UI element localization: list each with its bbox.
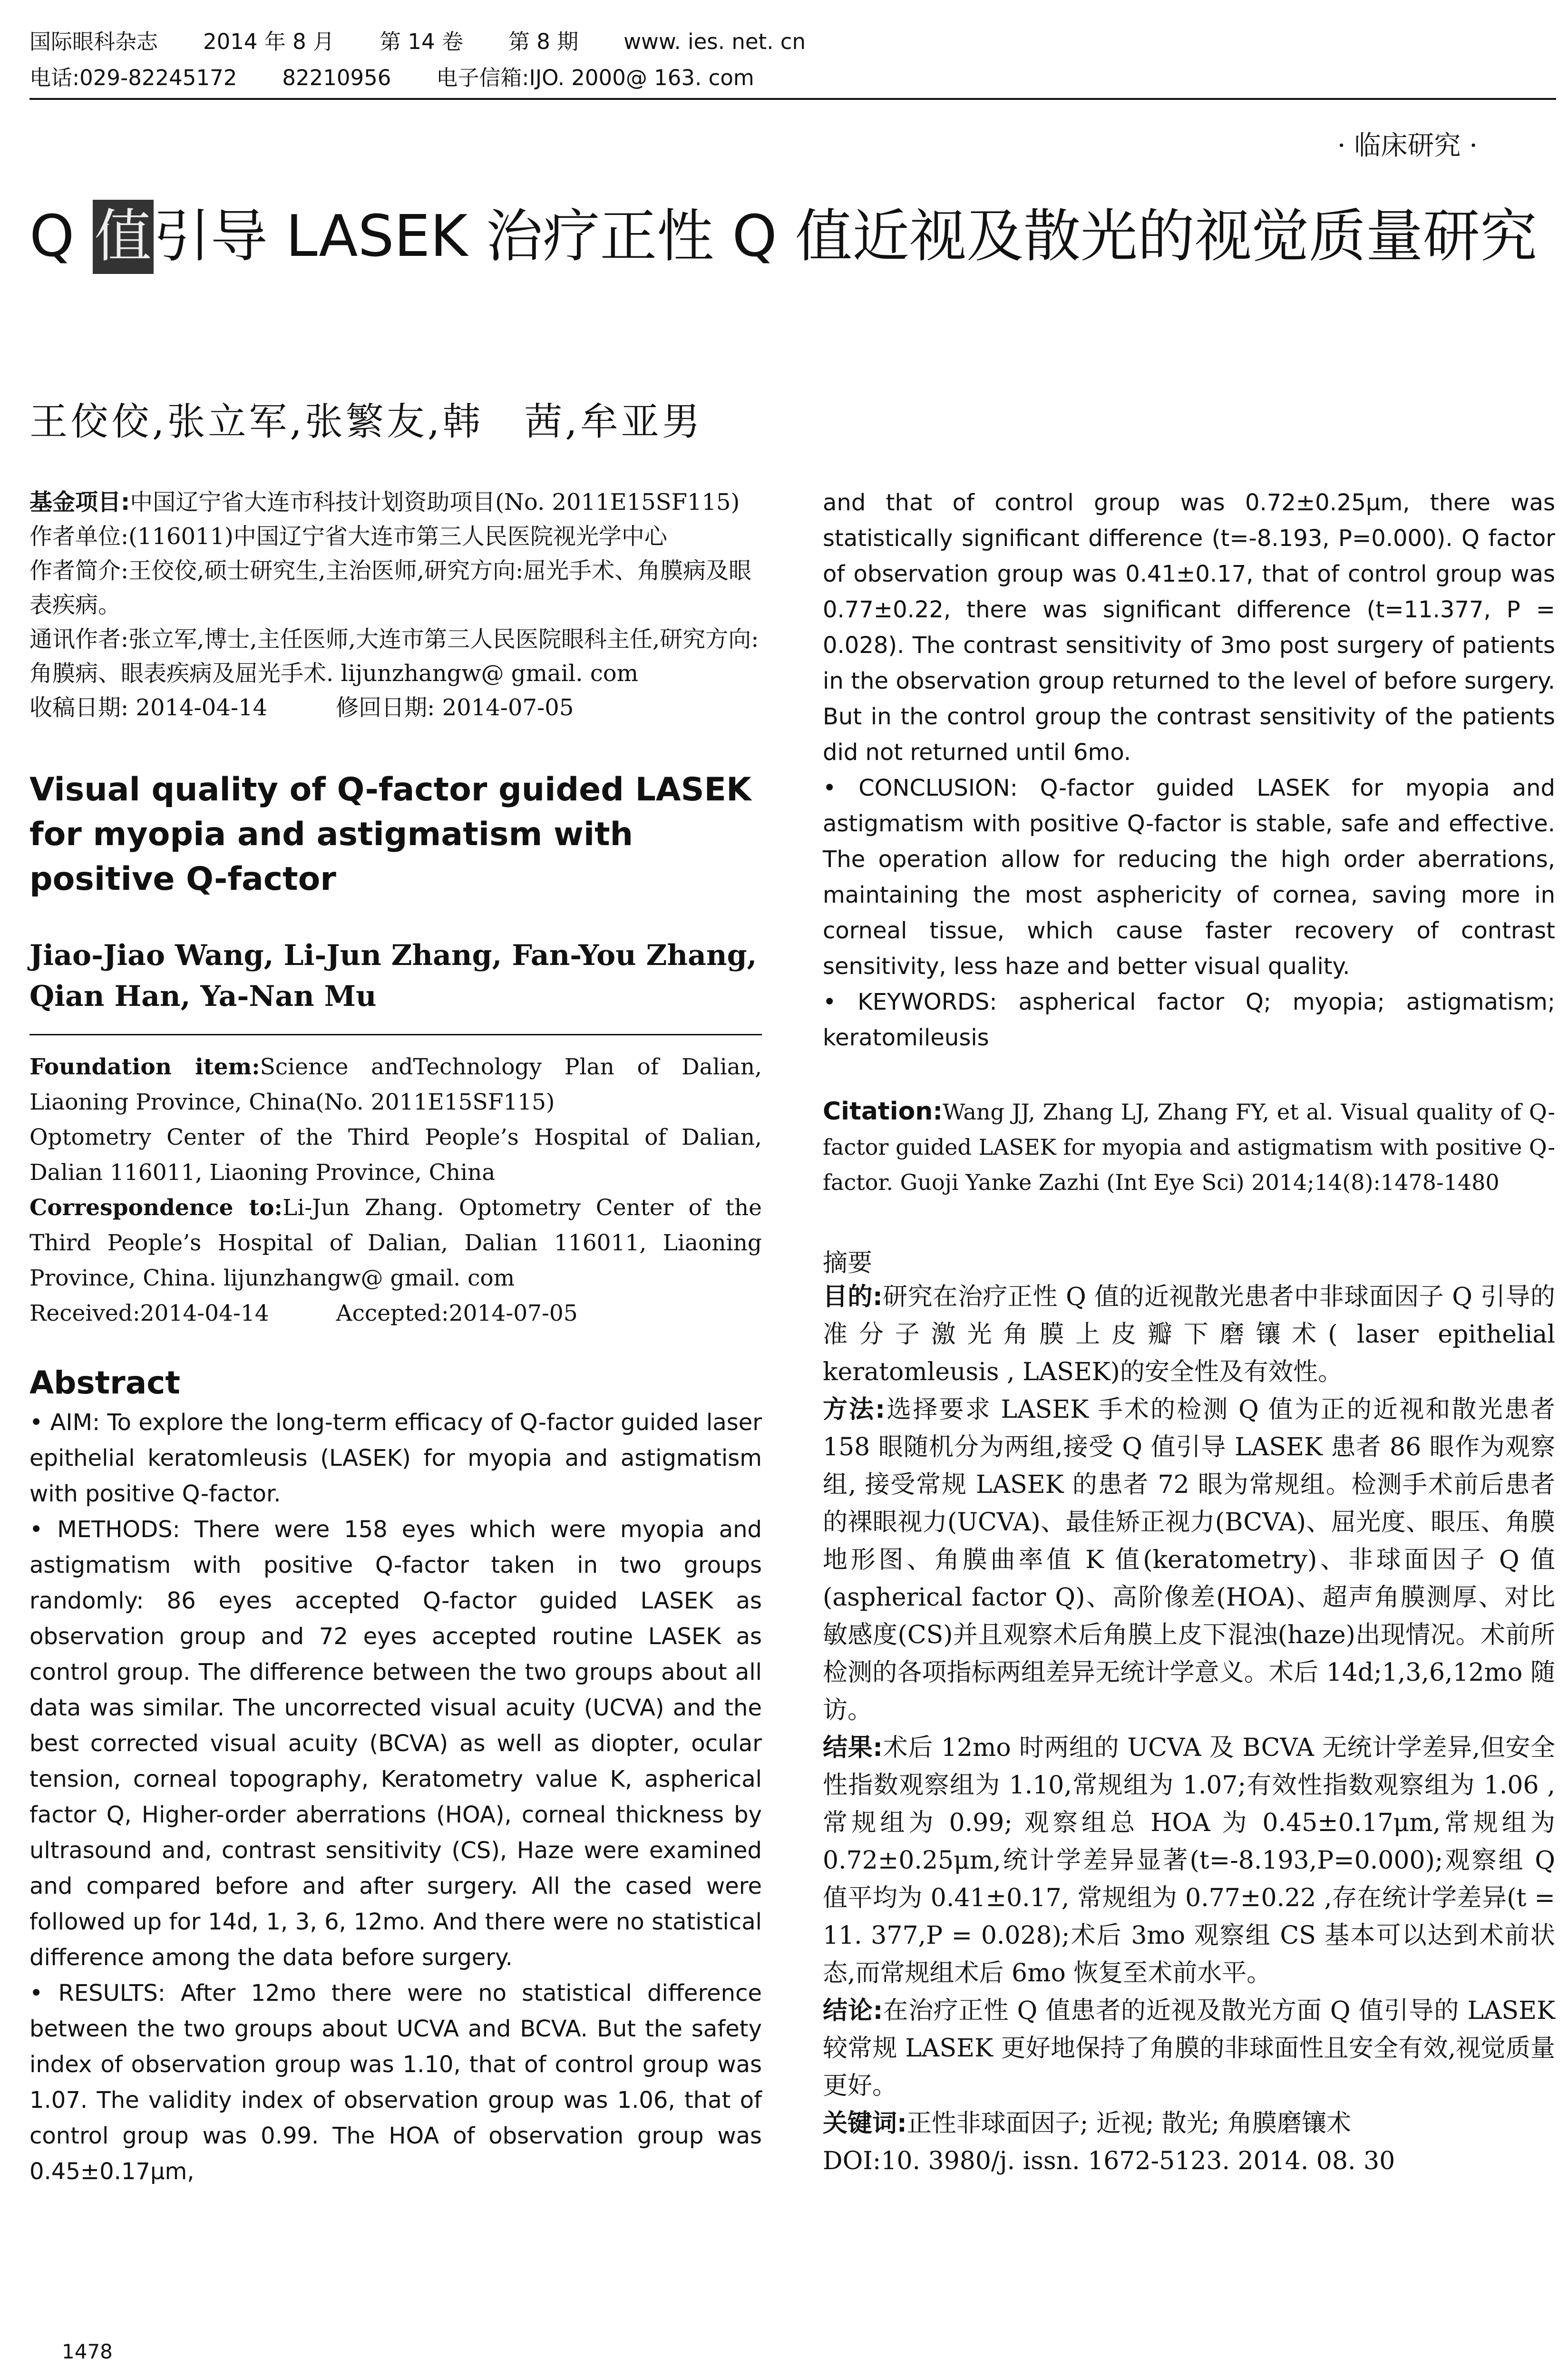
issue: 第 8 期 [508, 29, 579, 54]
zh-conclusion: 结论:在治疗正性 Q 值患者的近视及散光方面 Q 值引导的 LASEK 较常规 LASEK 更好地保持了角膜的非球面性且安全有效,视觉质量更好。 [823, 1997, 1555, 2100]
english-authors: Jiao-Jiao Wang, Li-Jun Zhang, Fan-You Zhang, Qian Han, Ya-Nan Mu [29, 939, 757, 1013]
english-title: Visual quality of Q-factor guided LASEK for myopia and astigmatism with positive Q-factor [29, 771, 751, 898]
article-authors: 王佼佼,张立军,张繁友,韩 茜,牟亚男 [29, 399, 703, 444]
citation [823, 1094, 1555, 1200]
abstract-body-left [29, 1405, 762, 2190]
masthead-row-2 [29, 60, 1537, 96]
right-column [823, 485, 1555, 2180]
citation-text: Wang JJ, Zhang LJ, Zhang FY, et al. Visual quality of Q-factor guided LASEK for myopia and astigmatism with positive Q-factor. Guoji Yanke Zazhi (Int Eye Sci) 2014;14(8):1478-1480 [823, 1099, 1555, 1195]
abstract-conclusion: • CONCLUSION: Q-factor guided LASEK for myopia and astigmatism with positive Q-factor is stable, safe and effective. The operation allow for reducing the high order aberrations, maintaining the most asphericity of cornea, saving more in corneal tissue, which cause faster recovery of contrast sensitivity, less haze and better visual quality. [823, 775, 1555, 980]
section-tag: · 临床研究 · [1337, 130, 1478, 161]
title-highlight: 值 [93, 200, 154, 274]
email: 电子信箱:IJO. 2000@ 163. com [436, 65, 754, 90]
journal-name: 国际眼科杂志 [29, 29, 158, 54]
title-rest: 引导 LASEK 治疗正性 Q 值近视及散光的视觉质量研究 [153, 204, 1538, 270]
volume: 第 14 卷 [380, 29, 463, 54]
citation-label: Citation: [823, 1097, 943, 1126]
left-column [29, 485, 762, 2190]
page-number: 1478 [62, 2340, 113, 2363]
zh-aim: 目的:研究在治疗正性 Q 值的近视散光患者中非球面因子 Q 引导的准分子激光角膜上皮瓣下磨镶术( laser epithelial keratomleusis , LASEK)的安全性及有效性。 [823, 1283, 1555, 1386]
english-metadata [29, 1050, 762, 1331]
en-meta-item: Foundation item:Science andTechnology Plan of Dalian, Liaoning Province, China(No. 2011E15SF115) [29, 1054, 762, 1115]
chinese-metadata [29, 485, 762, 725]
phone: 电话:029-82245172 [29, 65, 237, 90]
en-meta-item: Received:2014-04-14 Accepted:2014-07-05 [29, 1300, 578, 1326]
zh-results: 结果:术后 12mo 时两组的 UCVA 及 BCVA 无统计学差异,但安全性指数观察组为 1.10,常规组为 1.07;有效性指数观察组为 1.06 ,常规组为 0.99; 观察组总 HOA 为 0.45±0.17μm,常规组为 0.72±0.25μm,统计学差异显著(t=-8.193,P=0.000);观察组 Q 值平均为 0.41±0.17, 常规组为 0.77±0.22 ,存在统计学差异(t = 11. 377,P = 0.028);术后 3mo 观察组 CS 基本可以达到术前状态,而常规组术后 6mo 恢复至术前水平。 [823, 1734, 1556, 1987]
abstract-heading: Abstract [29, 1364, 180, 1401]
chinese-abstract-heading: 摘要 [823, 1249, 873, 1277]
article-title [29, 200, 1551, 274]
cn-meta-item: 作者简介:王佼佼,硕士研究生,主治医师,研究方向:屈光手术、角膜病及眼表疾病。 [29, 557, 752, 618]
zh-doi: DOI:10. 3980/j. issn. 1672-5123. 2014. 08. 30 [823, 2147, 1395, 2175]
website: www. ies. net. cn [623, 29, 806, 54]
abstract-methods: • METHODS: There were 158 eyes which were myopia and astigmatism with positive Q-factor taken in two groups randomly: 86 eyes accepted Q-factor guided LASEK as observation group and 72 eyes accepted routine LASEK as control group. The difference between the two groups about all data was similar. The uncorrected visual acuity (UCVA) and the best corrected visual acuity (BCVA) as well as diopter, ocular tension, corneal topography, Keratometry value K, aspherical factor Q, Higher-order aberrations (HOA), corneal thickness by ultrasound and, contrast sensitivity (CS), Haze were examined and compared before and after surgery. All the cased were followed up for 14d, 1, 3, 6, 12mo. And there were no statistical difference among the data before surgery. [29, 1516, 762, 1971]
abstract-results: • RESULTS: After 12mo there were no statistical difference between the two groups about UCVA and BCVA. But the safety index of observation group was 1.10, that of control group was 1.07. The validity index of observation group was 1.06, that of control group was 0.99. The HOA of observation group was 0.45±0.17μm, [29, 1980, 762, 2185]
abstract-body-right [823, 485, 1555, 1056]
masthead-row-1 [29, 24, 1537, 60]
zh-methods: 方法:选择要求 LASEK 手术的检测 Q 值为正的近视和散光患者 158 眼随机分为两组,接受 Q 值引导 LASEK 患者 86 眼作为观察组, 接受常规 LASEK 的患者 72 眼为常规组。检测手术前后患者的裸眼视力(UCVA)、最佳矫正视力(BCVA)、屈光度、眼压、角膜地形图、角膜曲率值 K 值(keratometry)、非球面因子 Q 值(aspherical factor Q)、高阶像差(HOA)、超声角膜测厚、对比敏感度(CS)并且观察术后角膜上皮下混浊(haze)出现情况。术前所检测的各项指标两组差异无统计学意义。术后 14d;1,3,6,12mo 随访。 [823, 1395, 1556, 1724]
cn-meta-item: 作者单位:(116011)中国辽宁省大连市第三人民医院视光学中心 [29, 523, 667, 550]
journal-masthead [29, 24, 1537, 96]
chinese-abstract [823, 1278, 1555, 2180]
divider [29, 1034, 762, 1035]
phone-2: 82210956 [282, 65, 391, 90]
title-q: Q [29, 204, 93, 270]
masthead-rule [29, 98, 1556, 100]
cn-meta-item: 基金项目:中国辽宁省大连市科技计划资助项目(No. 2011E15SF115) [29, 489, 740, 516]
cn-meta-item: 收稿日期: 2014-04-14 修回日期: 2014-07-05 [29, 694, 574, 721]
issue-date: 2014 年 8 月 [203, 29, 335, 54]
en-meta-item: Correspondence to:Li-Jun Zhang. Optometry Center of the Third People’s Hospital of Dalian, Dalian 116011, Liaoning Province, China. lijunzhangw@ gmail. com [29, 1195, 762, 1291]
abstract-keywords: • KEYWORDS: aspherical factor Q; myopia; astigmatism; keratomileusis [823, 989, 1555, 1051]
cn-meta-item: 通讯作者:张立军,博士,主任医师,大连市第三人民医院眼科主任,研究方向:角膜病、眼表疾病及屈光手术. lijunzhangw@ gmail. com [29, 626, 759, 687]
en-meta-item: Optometry Center of the Third People’s Hospital of Dalian, Dalian 116011, Liaoning Province, China [29, 1124, 762, 1186]
abstract-aim: • AIM: To explore the long-term efficacy of Q-factor guided laser epithelial keratomleusis (LASEK) for myopia and astigmatism with positive Q-factor. [29, 1409, 762, 1507]
abstract-results-cont: and that of control group was 0.72±0.25μm, there was statistically significant difference (t=-8.193, P=0.000). Q factor of observation group was 0.41±0.17, that of control group was 0.77±0.22, there was significant difference (t=11.377, P = 0.028). The contrast sensitivity of 3mo post surgery of patients in the observation group returned to the level of before surgery. But in the control group the contrast sensitivity of the patients did not returned until 6mo. [823, 489, 1555, 766]
zh-keywords: 关键词:正性非球面因子; 近视; 散光; 角膜磨镶术 [823, 2109, 1351, 2138]
